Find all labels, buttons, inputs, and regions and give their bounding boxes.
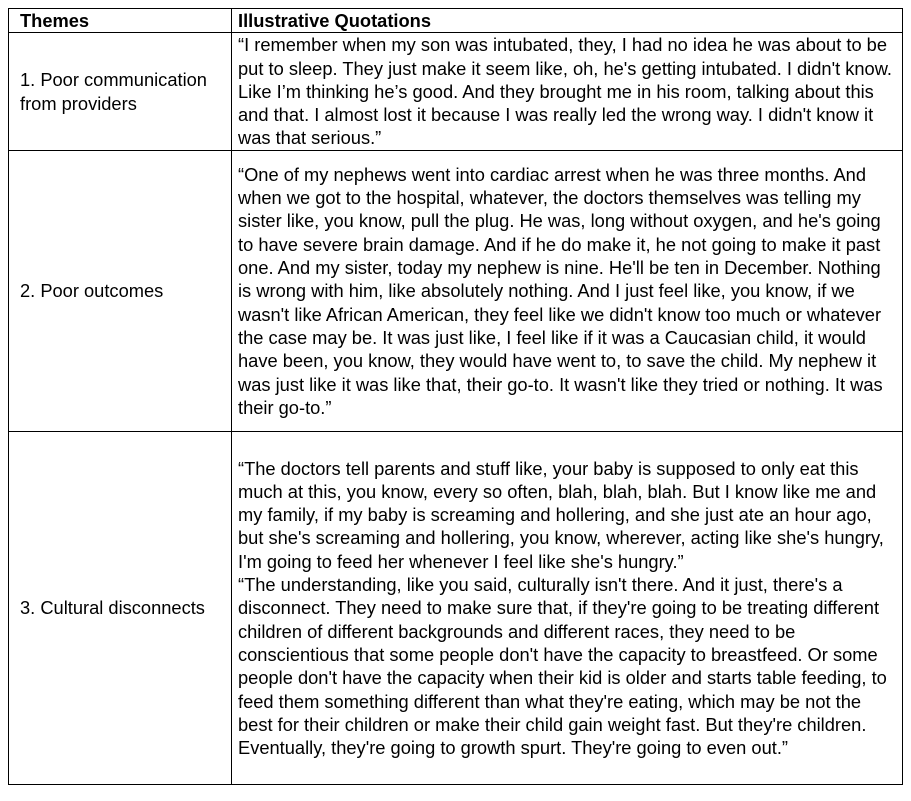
- theme-cell: 2. Poor outcomes: [9, 151, 232, 432]
- themes-quotations-table: [8, 8, 903, 785]
- theme-cell: 1. Poor communication from providers: [9, 33, 232, 151]
- table-row: [9, 33, 903, 151]
- quotation-text: “I remember when my son was intubated, they, I had no idea he was about to be put to sleep. They just make it seem like, oh, he's getting intubated. I didn't know. Like I’m thinking he’s good. And they brought me in his room, talking about this and that. I almost lost it because I was really led the wrong way. I didn't know it was that serious.”: [238, 34, 892, 149]
- quotation-text: “The understanding, like you said, culturally isn't there. And it just, there's a disconnect. They need to make sure that, if they're going to be treating different children of different backgrounds and different races, they need to be conscientious that some people don't have the capacity to breastfeed. Or some people don't have the capacity when their kid is older and starts table feeding, to feed them something different than what they're eating, which may be not the best for their children or make their child gain weight fast. But they're children. Eventually, they're going to growth spurt. They're going to even out.”: [238, 574, 887, 759]
- table-row: [9, 151, 903, 432]
- header-row: [9, 9, 903, 33]
- table-body: [9, 33, 903, 785]
- quotation-cell: [232, 151, 903, 432]
- quotations-column-header: Illustrative Quotations: [232, 9, 903, 33]
- theme-cell: 3. Cultural disconnects: [9, 432, 232, 785]
- themes-column-header: Themes: [9, 9, 232, 33]
- table-header: [9, 9, 903, 33]
- quotation-cell: [232, 432, 903, 785]
- quotation-text: “One of my nephews went into cardiac arrest when he was three months. And when we got to the hospital, whatever, the doctors themselves was telling my sister like, you know, pull the plug. He was, long without oxygen, and he's going to have severe brain damage. And if he do make it, he not going to make it past one. And my sister, today my nephew is nine. He'll be ten in December. Nothing is wrong with him, like absolutely nothing. And I just feel like, you know, if we wasn't like African American, they feel like we didn't know too much or whatever the case may be. It was just like, I feel like if it was a Caucasian child, it would have been, you know, they would have went to, to save the child. My nephew it was just like it was like that, their go-to. It wasn't like they tried or nothing. It was their go-to.”: [238, 163, 883, 418]
- quotation-text: “The doctors tell parents and stuff like, your baby is supposed to only eat this much at this, you know, every so often, blah, blah, blah. But I know like me and my family, if my baby is screaming and hollering, and she just ate an hour ago, but she's screaming and hollering, you know, wherever, acting like she's hungry, I'm going to feed her whenever I feel like she's hungry.”: [238, 457, 884, 572]
- quotation-cell: [232, 33, 903, 151]
- table-row: [9, 432, 903, 785]
